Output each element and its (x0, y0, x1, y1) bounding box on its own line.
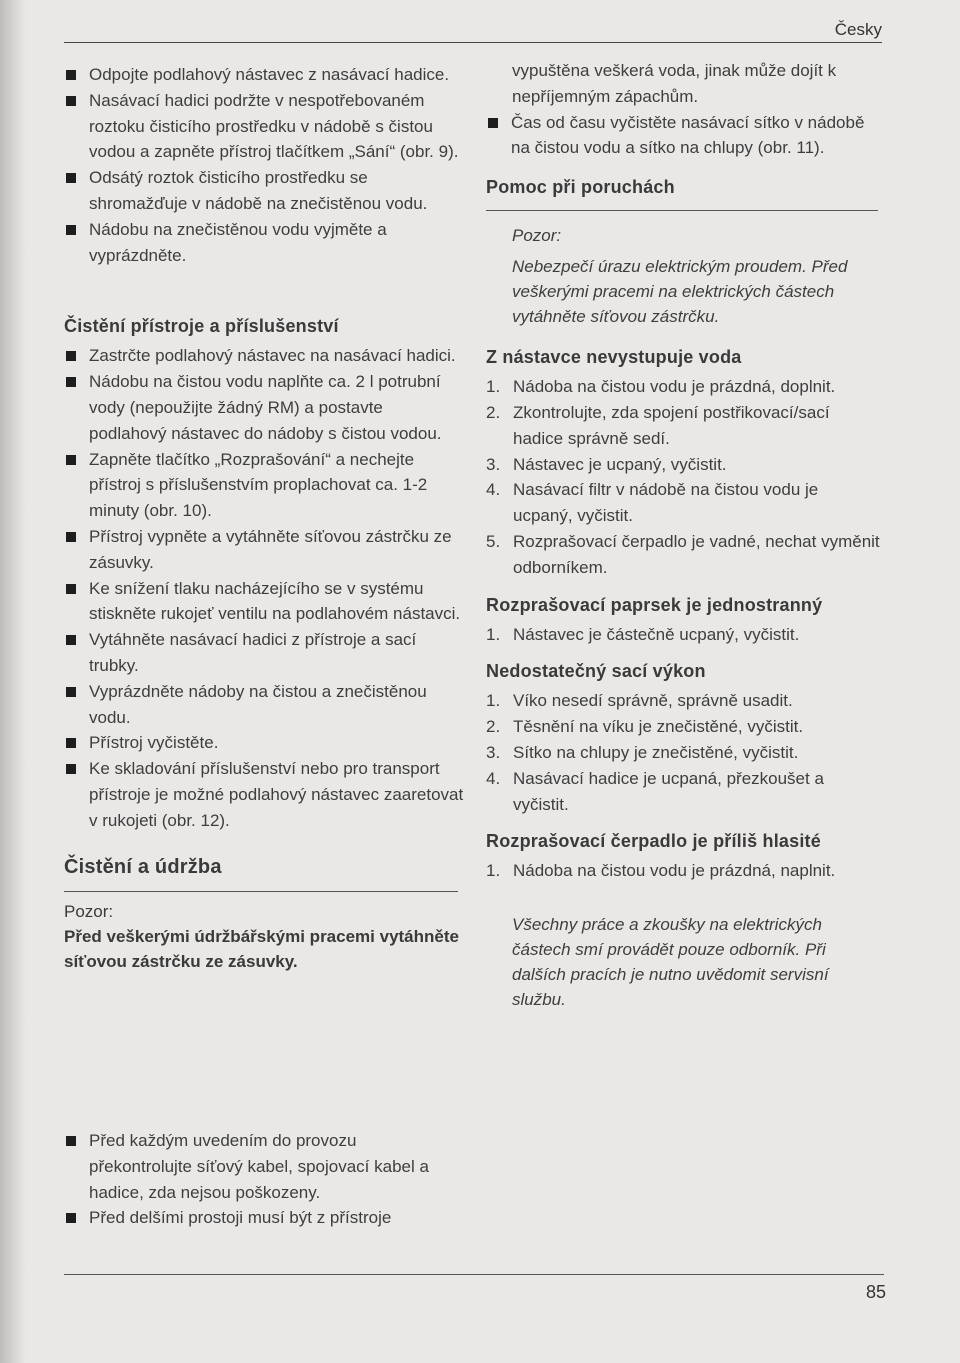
list-item: Odsátý roztok čisticího prostředku se shromažďuje v nádobě na znečistěnou vodu. (64, 165, 464, 217)
list-item: Ke snížení tlaku nacházejícího se v systému stiskněte rukojeť ventilu na podlahovém nástavci. (64, 576, 464, 628)
list-item: Nasávací hadici podržte v nespotřebovaném roztoku čisticího prostředku v nádobě s čistou vodou a zapněte přístroj tlačítkem „Sání“ (obr. 9). (64, 88, 464, 165)
scan-page-edge (0, 0, 26, 1363)
bullet-square-icon (66, 173, 76, 183)
troubleshooting-section-title: Pomoc při poruchách (486, 177, 675, 198)
list-item: Čas od času vyčistěte nasávací sítko v nádobě na čistou vodu a sítko na chlupy (obr. 11). (486, 110, 882, 162)
bottom-bullet-list (64, 1128, 464, 1231)
page-number: 85 (865, 1282, 886, 1302)
bullet-square-icon (66, 1136, 76, 1146)
numbered-list (486, 374, 882, 580)
list-item: Ke skladování příslušenství nebo pro transport přístroje je možné podlahový nástavec zaaretovat v rukojeti (obr. 12). (64, 756, 464, 833)
list-item: Nádobu na znečistěnou vodu vyjměte a vyprázdněte. (64, 217, 464, 269)
right-bullet-list (486, 110, 882, 162)
bullet-square-icon (66, 377, 76, 387)
bullet-square-icon (66, 1213, 76, 1223)
list-item: 1. Víko nesedí správně, správně usadit. (486, 691, 793, 711)
bullet-square-icon (66, 70, 76, 80)
bottom-left-block (64, 1128, 464, 1231)
bullet-square-icon (66, 351, 76, 361)
troubleshooting-warning (486, 223, 882, 329)
subsection-title: Rozprašovací paprsek je jednostranný (486, 594, 823, 615)
list-item: Přístroj vyčistěte. (64, 730, 464, 756)
numbered-list (486, 622, 882, 648)
bullet-square-icon (488, 118, 498, 128)
closing-note: Všechny práce a zkoušky na elektrických částech smí provádět pouze odborník. Při dalších pracích je nutno uvědomit servisní službu. (512, 915, 829, 1010)
list-item: 2. Těsnění na víku je znečistěné, vyčistit. (486, 717, 804, 737)
list-item: 3. Nástavec je ucpaný, vyčistit. (486, 454, 727, 474)
maintenance-warning-text: Před veškerými údržbářskými pracemi vytáhněte síťovou zástrčku ze zásuvky. (64, 926, 459, 971)
subsection-title: Rozprašovací čerpadlo je příliš hlasité (486, 831, 821, 852)
bullet-square-icon (66, 687, 76, 697)
list-item: Před každým uvedením do provozu překontrolujte síťový kabel, spojovací kabel a hadice, zda nejsou poškozeny. (64, 1128, 464, 1205)
list-item: 1. Nádoba na čistou vodu je prázdná, doplnit. (486, 377, 836, 397)
bullet-square-icon (66, 738, 76, 748)
section-rule (64, 891, 458, 892)
list-item: 1. Nádoba na čistou vodu je prázdná, naplnit. (486, 861, 836, 881)
troubleshooting-warning-text: Nebezpečí úrazu elektrickým proudem. Před veškerými pracemi na elektrických částech vytáhněte síťovou zástrčku. (512, 257, 848, 327)
bullet-square-icon (66, 764, 76, 774)
maintenance-section-title: Čistění a údržba (64, 855, 222, 878)
list-item: 4. Nasávací filtr v nádobě na čistou vodu je ucpaný, vyčistit. (486, 480, 819, 526)
troubleshooting-warning-label: Pozor: (512, 226, 562, 246)
list-item: Přístroj vypněte a vytáhněte síťovou zástrčku ze zásuvky. (64, 524, 464, 576)
list-item: Zapněte tlačítko „Rozprašování“ a nechejte přístroj s příslušenstvím proplachovat ca. 1-2 minuty (obr. 10). (64, 447, 464, 524)
list-item: Nádobu na čistou vodu naplňte ca. 2 l potrubní vody (nepoužijte žádný RM) a postavte podlahový nástavec do nádoby s čistou vodou. (64, 369, 464, 446)
right-column (486, 58, 882, 1012)
bullet-square-icon (66, 225, 76, 235)
list-item: 1. Nástavec je částečně ucpaný, vyčistit. (486, 624, 800, 644)
header-rule (64, 42, 882, 43)
left-column (64, 62, 464, 974)
header-language-label: Česky (834, 20, 882, 39)
list-item: 5. Rozprašovací čerpadlo je vadné, nechat vyměnit odborníkem. (486, 531, 880, 577)
list-item: 4. Nasávací hadice je ucpaná, přezkoušet a vyčistit. (486, 768, 824, 814)
continuation-text: vypuštěna veškerá voda, jinak může dojít k nepříjemným zápachům. (512, 61, 837, 106)
bullet-square-icon (66, 635, 76, 645)
footer-rule (64, 1274, 884, 1275)
list-item: 2. Zkontrolujte, zda spojení postřikovací/sací hadice správně sedí. (486, 402, 830, 448)
list-item: Odpojte podlahový nástavec z nasávací hadice. (64, 62, 464, 88)
subsection-title: Z nástavce nevystupuje voda (486, 347, 742, 368)
numbered-list (486, 858, 882, 884)
list-item: Zastrčte podlahový nástavec na nasávací hadici. (64, 343, 464, 369)
bullet-square-icon (66, 455, 76, 465)
subsection-title: Nedostatečný sací výkon (486, 661, 706, 682)
bullet-square-icon (66, 584, 76, 594)
cleaning-bullet-list (64, 343, 464, 833)
bullet-square-icon (66, 96, 76, 106)
section-rule (486, 210, 878, 211)
intro-bullet-list (64, 62, 464, 268)
list-item: Před delšími prostoji musí být z přístroje (64, 1205, 464, 1231)
list-item: Vytáhněte nasávací hadici z přístroje a sací trubky. (64, 627, 464, 679)
list-item: 3. Sítko na chlupy je znečistěné, vyčistit. (486, 742, 799, 762)
numbered-list (486, 688, 882, 817)
cleaning-section-title: Čistění přístroje a příslušenství (64, 316, 339, 337)
bullet-square-icon (66, 532, 76, 542)
list-item: Vyprázdněte nádoby na čistou a znečistěnou vodu. (64, 679, 464, 731)
maintenance-warning-label: Pozor: (64, 901, 114, 921)
